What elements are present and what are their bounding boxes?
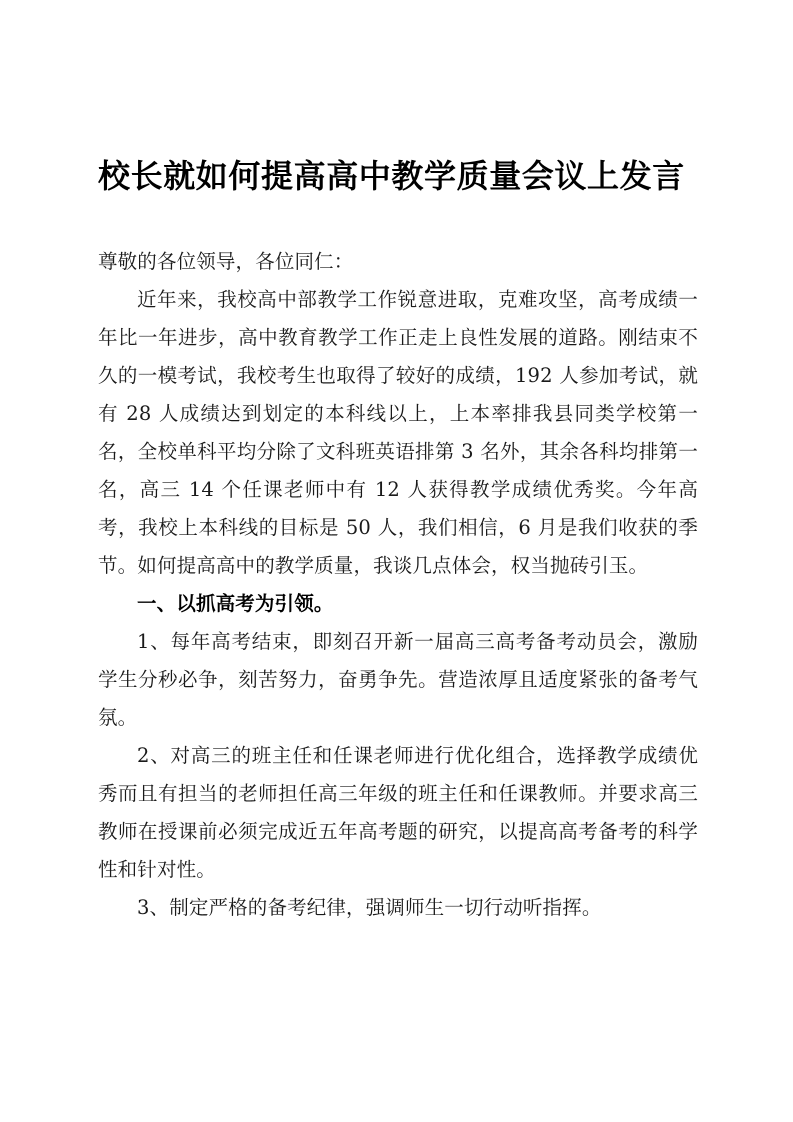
paragraph-item-1: 1、每年高考结束，即刻召开新一届高三高考备考动员会，激励学生分秒必争，刻苦努力，奋勇争先。营造浓厚且适度紧张的备考气氛。 bbox=[98, 630, 698, 729]
section-heading-1: 一、以抓高考为引领。 bbox=[137, 592, 334, 615]
document-content bbox=[98, 243, 698, 927]
paragraph-intro: 近年来，我校高中部教学工作锐意进取，克难攻坚，高考成绩一年比一年进步，高中教育教学工作正走上良性发展的道路。刚结束不久的一模考试，我校考生也取得了较好的成绩，192 人参加考试，就有 28 人成绩达到划定的本科线以上，上本率排我县同类学校第一名，全校单科平均分除了文科班英语排第 3 名外，其余各科均排第一名，高三 14 个任课老师中有 12 人获得教学成绩优秀奖。今年高考，我校上本科线的目标是 50 人，我们相信，6 月是我们收获的季节。如何提高高中的教学质量，我谈几点体会，权当抛砖引玉。 bbox=[98, 288, 698, 577]
page-title: 校长就如何提高高中教学质量会议上发言 bbox=[98, 157, 685, 195]
paragraph-item-2: 2、对高三的班主任和任课老师进行优化组合，选择教学成绩优秀而且有担当的老师担任高三年级的班主任和任课教师。并要求高三教师在授课前必须完成近五年高考题的研究，以提高高考备考的科学性和针对性。 bbox=[98, 744, 698, 881]
paragraph-item-3: 3、制定严格的备考纪律，强调师生一切行动听指挥。 bbox=[137, 896, 602, 919]
salutation: 尊敬的各位领导，各位同仁： bbox=[98, 250, 354, 273]
